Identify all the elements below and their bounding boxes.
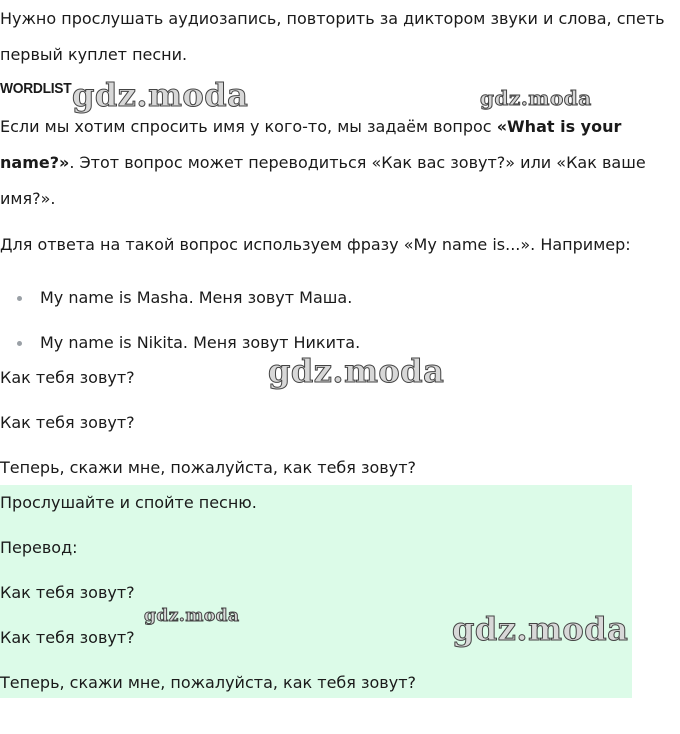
watermark: gdz.moda: [268, 352, 445, 390]
explanation-line-1: [0, 117, 621, 137]
intro-line-1: Нужно прослушать аудиозапись, повторить за диктором звуки и слова, спеть: [0, 9, 665, 28]
intro-line-2: первый куплет песни.: [0, 45, 188, 64]
watermark: gdz.moda: [144, 606, 240, 626]
example-text: My name is Masha. Меня зовут Маша.: [40, 288, 353, 307]
question-line: Как тебя зовут?: [0, 413, 135, 432]
example-text: My name is Nikita. Меня зовут Никита.: [40, 333, 361, 352]
song-line: Как тебя зовут?: [0, 628, 135, 647]
watermark: gdz.moda: [480, 86, 592, 110]
question-line: Теперь, скажи мне, пожалуйста, как тебя зовут?: [0, 458, 417, 477]
explanation-text: Если мы хотим спросить имя у кого-то, мы задаём вопрос: [0, 117, 497, 136]
explanation-line-2: [0, 153, 646, 173]
bullet-icon: [17, 296, 22, 301]
song-box: [0, 485, 632, 698]
watermark: gdz.moda: [72, 76, 249, 114]
explanation-text: . Этот вопрос может переводиться «Как вас зовут?» или «Как ваше: [69, 153, 646, 172]
song-line: Теперь, скажи мне, пожалуйста, как тебя зовут?: [0, 673, 417, 692]
song-instruction: Прослушайте и спойте песню.: [0, 493, 257, 512]
bullet-icon: [17, 341, 22, 346]
translation-label: Перевод:: [0, 538, 78, 557]
question-phrase-part-1: «What is your: [496, 117, 622, 136]
explanation-line-3: имя?».: [0, 189, 56, 208]
watermark: gdz.moda: [452, 610, 629, 648]
question-line: Как тебя зовут?: [0, 368, 135, 387]
answer-intro: Для ответа на такой вопрос используем фразу «My name is...». Например:: [0, 235, 631, 254]
song-line: Как тебя зовут?: [0, 583, 135, 602]
wordlist-heading: WORDLIST: [0, 80, 72, 97]
question-phrase-part-2: name?»: [0, 153, 70, 172]
